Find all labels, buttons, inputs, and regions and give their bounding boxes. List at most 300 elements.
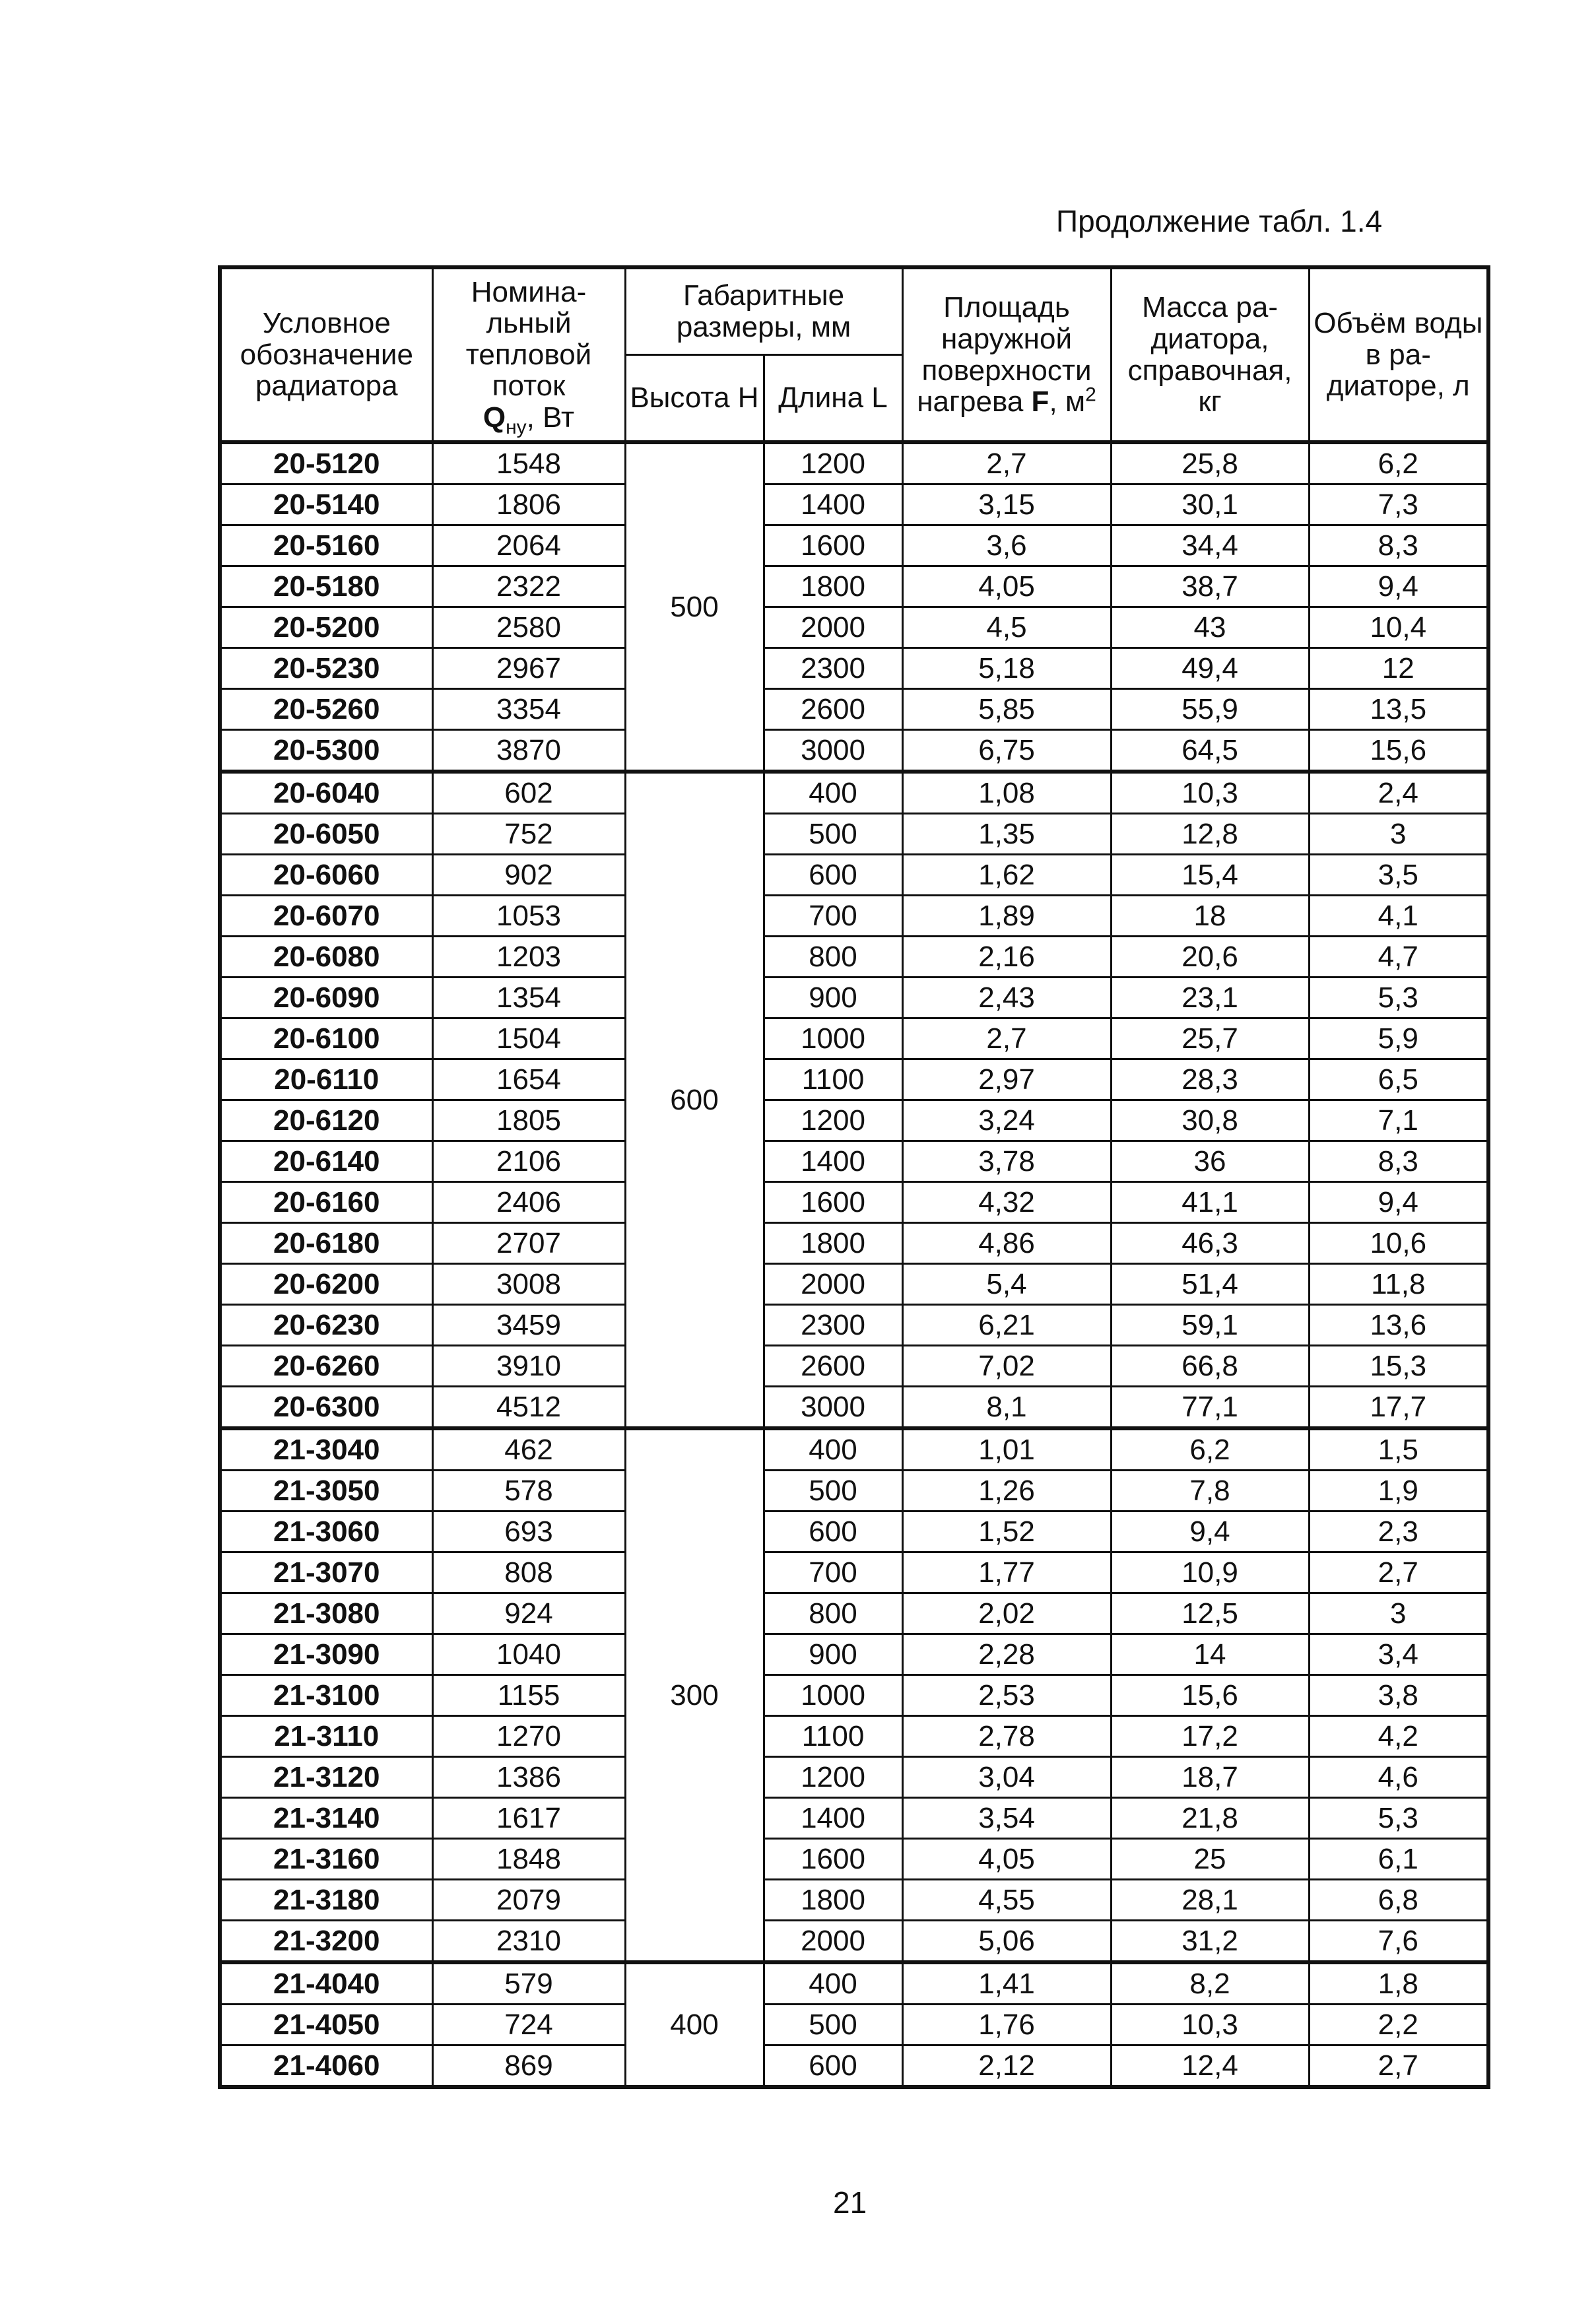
cell-length: 1600 xyxy=(764,525,902,566)
cell-nominal-flow: 1848 xyxy=(432,1839,625,1880)
cell-designation: 20-6300 xyxy=(220,1387,432,1429)
cell-nominal-flow: 578 xyxy=(432,1471,625,1511)
cell-nominal-flow: 602 xyxy=(432,772,625,814)
cell-area: 1,41 xyxy=(902,1962,1111,2005)
cell-designation: 21-3140 xyxy=(220,1798,432,1839)
cell-volume: 2,4 xyxy=(1309,772,1488,814)
cell-volume: 9,4 xyxy=(1309,566,1488,607)
cell-designation: 20-6260 xyxy=(220,1346,432,1387)
cell-nominal-flow: 2310 xyxy=(432,1921,625,1963)
table-row xyxy=(220,525,1488,566)
cell-volume: 6,8 xyxy=(1309,1880,1488,1921)
cell-mass: 25,7 xyxy=(1111,1018,1309,1059)
cell-designation: 21-3160 xyxy=(220,1839,432,1880)
cell-mass: 64,5 xyxy=(1111,730,1309,772)
table-row xyxy=(220,1839,1488,1880)
cell-mass: 10,3 xyxy=(1111,772,1309,814)
cell-volume: 5,3 xyxy=(1309,978,1488,1018)
cell-length: 500 xyxy=(764,814,902,855)
table-row xyxy=(220,1634,1488,1675)
cell-mass: 30,8 xyxy=(1111,1100,1309,1141)
cell-nominal-flow: 1053 xyxy=(432,896,625,937)
cell-designation: 20-6180 xyxy=(220,1223,432,1264)
cell-mass: 15,6 xyxy=(1111,1675,1309,1716)
cell-mass: 15,4 xyxy=(1111,855,1309,896)
cell-designation: 20-5200 xyxy=(220,607,432,648)
table-row xyxy=(220,1511,1488,1552)
cell-height: 300 xyxy=(625,1428,764,1962)
cell-volume: 3,4 xyxy=(1309,1634,1488,1675)
cell-length: 400 xyxy=(764,1962,902,2005)
table-row xyxy=(220,814,1488,855)
cell-area: 4,55 xyxy=(902,1880,1111,1921)
radiator-table xyxy=(218,265,1490,2089)
cell-nominal-flow: 4512 xyxy=(432,1387,625,1429)
cell-designation: 21-3090 xyxy=(220,1634,432,1675)
cell-nominal-flow: 462 xyxy=(432,1428,625,1471)
table-row xyxy=(220,607,1488,648)
cell-height: 500 xyxy=(625,442,764,772)
table-row xyxy=(220,1880,1488,1921)
cell-volume: 7,1 xyxy=(1309,1100,1488,1141)
cell-length: 1400 xyxy=(764,484,902,525)
cell-length: 500 xyxy=(764,1471,902,1511)
cell-mass: 34,4 xyxy=(1111,525,1309,566)
cell-length: 1600 xyxy=(764,1182,902,1223)
cell-designation: 21-3080 xyxy=(220,1593,432,1634)
cell-area: 2,7 xyxy=(902,442,1111,484)
cell-volume: 2,7 xyxy=(1309,1552,1488,1593)
cell-designation: 20-6100 xyxy=(220,1018,432,1059)
cell-designation: 21-3070 xyxy=(220,1552,432,1593)
cell-nominal-flow: 1155 xyxy=(432,1675,625,1716)
cell-area: 4,5 xyxy=(902,607,1111,648)
cell-nominal-flow: 1354 xyxy=(432,978,625,1018)
cell-volume: 10,4 xyxy=(1309,607,1488,648)
cell-mass: 30,1 xyxy=(1111,484,1309,525)
cell-mass: 12,5 xyxy=(1111,1593,1309,1634)
cell-volume: 4,1 xyxy=(1309,896,1488,937)
cell-designation: 20-6070 xyxy=(220,896,432,937)
cell-nominal-flow: 2064 xyxy=(432,525,625,566)
cell-area: 2,16 xyxy=(902,937,1111,978)
cell-length: 700 xyxy=(764,896,902,937)
cell-area: 2,97 xyxy=(902,1059,1111,1100)
cell-area: 3,15 xyxy=(902,484,1111,525)
cell-mass: 28,3 xyxy=(1111,1059,1309,1100)
cell-height: 400 xyxy=(625,1962,764,2087)
cell-designation: 21-4040 xyxy=(220,1962,432,2005)
cell-length: 800 xyxy=(764,937,902,978)
cell-length: 600 xyxy=(764,2045,902,2088)
cell-mass: 31,2 xyxy=(1111,1921,1309,1963)
cell-length: 3000 xyxy=(764,1387,902,1429)
cell-volume: 5,9 xyxy=(1309,1018,1488,1059)
cell-volume: 4,6 xyxy=(1309,1757,1488,1798)
table-row xyxy=(220,1552,1488,1593)
cell-designation: 21-3200 xyxy=(220,1921,432,1963)
cell-designation: 20-6160 xyxy=(220,1182,432,1223)
cell-nominal-flow: 902 xyxy=(432,855,625,896)
table-row xyxy=(220,896,1488,937)
cell-length: 1200 xyxy=(764,1100,902,1141)
cell-area: 4,86 xyxy=(902,1223,1111,1264)
cell-mass: 66,8 xyxy=(1111,1346,1309,1387)
cell-area: 1,52 xyxy=(902,1511,1111,1552)
cell-area: 3,24 xyxy=(902,1100,1111,1141)
cell-designation: 20-6040 xyxy=(220,772,432,814)
cell-volume: 12 xyxy=(1309,648,1488,689)
cell-volume: 2,7 xyxy=(1309,2045,1488,2088)
cell-area: 7,02 xyxy=(902,1346,1111,1387)
cell-designation: 21-4050 xyxy=(220,2005,432,2045)
cell-nominal-flow: 924 xyxy=(432,1593,625,1634)
header-dimensions: Габаритные размеры, мм xyxy=(625,267,902,355)
cell-nominal-flow: 1270 xyxy=(432,1716,625,1757)
cell-area: 1,35 xyxy=(902,814,1111,855)
cell-nominal-flow: 693 xyxy=(432,1511,625,1552)
cell-volume: 1,9 xyxy=(1309,1471,1488,1511)
table-row xyxy=(220,2005,1488,2045)
cell-nominal-flow: 2580 xyxy=(432,607,625,648)
cell-area: 2,7 xyxy=(902,1018,1111,1059)
cell-volume: 6,5 xyxy=(1309,1059,1488,1100)
cell-designation: 20-6120 xyxy=(220,1100,432,1141)
table-row xyxy=(220,566,1488,607)
cell-volume: 5,3 xyxy=(1309,1798,1488,1839)
cell-volume: 8,3 xyxy=(1309,525,1488,566)
cell-mass: 55,9 xyxy=(1111,689,1309,730)
cell-mass: 36 xyxy=(1111,1141,1309,1182)
table-row xyxy=(220,1059,1488,1100)
cell-designation: 20-5140 xyxy=(220,484,432,525)
cell-area: 1,89 xyxy=(902,896,1111,937)
cell-mass: 28,1 xyxy=(1111,1880,1309,1921)
cell-mass: 41,1 xyxy=(1111,1182,1309,1223)
cell-volume: 6,2 xyxy=(1309,442,1488,484)
table-row xyxy=(220,442,1488,484)
cell-designation: 20-5260 xyxy=(220,689,432,730)
header-area-symbol: F xyxy=(1031,385,1049,418)
cell-nominal-flow: 3354 xyxy=(432,689,625,730)
table-row xyxy=(220,1962,1488,2005)
table-row xyxy=(220,1675,1488,1716)
cell-length: 1600 xyxy=(764,1839,902,1880)
cell-mass: 7,8 xyxy=(1111,1471,1309,1511)
table-row xyxy=(220,1716,1488,1757)
cell-length: 2300 xyxy=(764,1305,902,1346)
cell-designation: 21-3050 xyxy=(220,1471,432,1511)
cell-length: 900 xyxy=(764,1634,902,1675)
cell-mass: 10,3 xyxy=(1111,2005,1309,2045)
cell-area: 1,77 xyxy=(902,1552,1111,1593)
cell-volume: 11,8 xyxy=(1309,1264,1488,1305)
cell-length: 1800 xyxy=(764,566,902,607)
header-height: Высота Н xyxy=(625,355,764,443)
cell-volume: 17,7 xyxy=(1309,1387,1488,1429)
cell-area: 4,32 xyxy=(902,1182,1111,1223)
cell-nominal-flow: 808 xyxy=(432,1552,625,1593)
cell-mass: 46,3 xyxy=(1111,1223,1309,1264)
cell-nominal-flow: 3008 xyxy=(432,1264,625,1305)
cell-volume: 2,2 xyxy=(1309,2005,1488,2045)
cell-volume: 3 xyxy=(1309,1593,1488,1634)
table-row xyxy=(220,1471,1488,1511)
header-nominal-flow-text: Номина-льный тепловой поток xyxy=(465,275,592,403)
cell-length: 2600 xyxy=(764,1346,902,1387)
cell-mass: 14 xyxy=(1111,1634,1309,1675)
cell-length: 2000 xyxy=(764,1264,902,1305)
table-row xyxy=(220,2045,1488,2088)
header-nominal-flow-subscript: ну xyxy=(506,416,527,438)
cell-area: 5,06 xyxy=(902,1921,1111,1963)
cell-nominal-flow: 2079 xyxy=(432,1880,625,1921)
cell-mass: 21,8 xyxy=(1111,1798,1309,1839)
cell-designation: 20-5300 xyxy=(220,730,432,772)
cell-nominal-flow: 2707 xyxy=(432,1223,625,1264)
header-mass: Масса ра-диатора, справочная, кг xyxy=(1111,267,1309,442)
cell-mass: 18,7 xyxy=(1111,1757,1309,1798)
cell-area: 8,1 xyxy=(902,1387,1111,1429)
cell-nominal-flow: 1386 xyxy=(432,1757,625,1798)
cell-length: 1400 xyxy=(764,1141,902,1182)
cell-volume: 7,6 xyxy=(1309,1921,1488,1963)
cell-nominal-flow: 724 xyxy=(432,2005,625,2045)
cell-mass: 51,4 xyxy=(1111,1264,1309,1305)
cell-mass: 77,1 xyxy=(1111,1387,1309,1429)
cell-volume: 3 xyxy=(1309,814,1488,855)
cell-mass: 25,8 xyxy=(1111,442,1309,484)
table-row xyxy=(220,689,1488,730)
table-row xyxy=(220,1757,1488,1798)
cell-mass: 9,4 xyxy=(1111,1511,1309,1552)
header-nominal-flow-unit: , Вт xyxy=(526,401,575,434)
table-row xyxy=(220,1100,1488,1141)
cell-volume: 6,1 xyxy=(1309,1839,1488,1880)
cell-length: 1000 xyxy=(764,1675,902,1716)
table-row xyxy=(220,772,1488,814)
table-row xyxy=(220,648,1488,689)
cell-length: 2000 xyxy=(764,607,902,648)
cell-nominal-flow: 579 xyxy=(432,1962,625,2005)
cell-volume: 2,3 xyxy=(1309,1511,1488,1552)
cell-length: 700 xyxy=(764,1552,902,1593)
cell-area: 3,6 xyxy=(902,525,1111,566)
cell-nominal-flow: 2967 xyxy=(432,648,625,689)
cell-area: 2,02 xyxy=(902,1593,1111,1634)
cell-volume: 1,5 xyxy=(1309,1428,1488,1471)
cell-mass: 8,2 xyxy=(1111,1962,1309,2005)
cell-area: 3,04 xyxy=(902,1757,1111,1798)
cell-length: 600 xyxy=(764,855,902,896)
cell-designation: 20-6050 xyxy=(220,814,432,855)
cell-designation: 21-3100 xyxy=(220,1675,432,1716)
cell-length: 600 xyxy=(764,1511,902,1552)
table-row xyxy=(220,1141,1488,1182)
table-row xyxy=(220,855,1488,896)
cell-area: 5,18 xyxy=(902,648,1111,689)
cell-area: 1,62 xyxy=(902,855,1111,896)
cell-area: 5,85 xyxy=(902,689,1111,730)
cell-nominal-flow: 1504 xyxy=(432,1018,625,1059)
table-row xyxy=(220,1264,1488,1305)
table-row xyxy=(220,484,1488,525)
table-row xyxy=(220,1387,1488,1429)
table-row xyxy=(220,1223,1488,1264)
cell-area: 6,75 xyxy=(902,730,1111,772)
cell-area: 1,76 xyxy=(902,2005,1111,2045)
cell-mass: 49,4 xyxy=(1111,648,1309,689)
cell-area: 2,53 xyxy=(902,1675,1111,1716)
table-row xyxy=(220,978,1488,1018)
header-nominal-flow xyxy=(432,267,625,442)
cell-volume: 9,4 xyxy=(1309,1182,1488,1223)
cell-area: 1,26 xyxy=(902,1471,1111,1511)
cell-area: 2,28 xyxy=(902,1634,1111,1675)
table-row xyxy=(220,1921,1488,1963)
cell-nominal-flow: 1040 xyxy=(432,1634,625,1675)
cell-length: 500 xyxy=(764,2005,902,2045)
cell-mass: 25 xyxy=(1111,1839,1309,1880)
header-length: Длина L xyxy=(764,355,902,443)
cell-designation: 21-3060 xyxy=(220,1511,432,1552)
cell-volume: 1,8 xyxy=(1309,1962,1488,2005)
cell-area: 4,05 xyxy=(902,1839,1111,1880)
cell-designation: 20-6230 xyxy=(220,1305,432,1346)
cell-nominal-flow: 3910 xyxy=(432,1346,625,1387)
header-volume: Объём воды в ра-диаторе, л xyxy=(1309,267,1488,442)
cell-nominal-flow: 1805 xyxy=(432,1100,625,1141)
header-designation: Условное обозначение радиатора xyxy=(220,267,432,442)
cell-area: 5,4 xyxy=(902,1264,1111,1305)
cell-nominal-flow: 1548 xyxy=(432,442,625,484)
cell-nominal-flow: 2106 xyxy=(432,1141,625,1182)
cell-length: 1100 xyxy=(764,1716,902,1757)
cell-designation: 20-6140 xyxy=(220,1141,432,1182)
cell-mass: 23,1 xyxy=(1111,978,1309,1018)
table-row xyxy=(220,1018,1488,1059)
cell-mass: 6,2 xyxy=(1111,1428,1309,1471)
cell-volume: 15,3 xyxy=(1309,1346,1488,1387)
header-area-text: Площадь наружной поверхности нагрева xyxy=(917,291,1092,418)
cell-length: 400 xyxy=(764,772,902,814)
cell-area: 6,21 xyxy=(902,1305,1111,1346)
cell-mass: 12,4 xyxy=(1111,2045,1309,2088)
header-area-unit: , м xyxy=(1049,385,1086,418)
cell-designation: 20-5230 xyxy=(220,648,432,689)
page-number: 21 xyxy=(833,2185,867,2220)
cell-mass: 17,2 xyxy=(1111,1716,1309,1757)
cell-volume: 15,6 xyxy=(1309,730,1488,772)
cell-length: 2600 xyxy=(764,689,902,730)
cell-area: 4,05 xyxy=(902,566,1111,607)
cell-designation: 20-5120 xyxy=(220,442,432,484)
cell-area: 2,78 xyxy=(902,1716,1111,1757)
cell-designation: 20-6200 xyxy=(220,1264,432,1305)
cell-length: 1200 xyxy=(764,442,902,484)
table-row xyxy=(220,730,1488,772)
cell-nominal-flow: 869 xyxy=(432,2045,625,2088)
cell-designation: 20-6080 xyxy=(220,937,432,978)
table-row xyxy=(220,937,1488,978)
cell-length: 1200 xyxy=(764,1757,902,1798)
cell-length: 1400 xyxy=(764,1798,902,1839)
cell-volume: 13,5 xyxy=(1309,689,1488,730)
cell-nominal-flow: 1654 xyxy=(432,1059,625,1100)
cell-length: 1100 xyxy=(764,1059,902,1100)
cell-area: 2,12 xyxy=(902,2045,1111,2088)
cell-mass: 43 xyxy=(1111,607,1309,648)
cell-mass: 10,9 xyxy=(1111,1552,1309,1593)
header-area-unit-power: 2 xyxy=(1085,383,1096,406)
cell-area: 3,78 xyxy=(902,1141,1111,1182)
table-row xyxy=(220,1305,1488,1346)
cell-designation: 20-5160 xyxy=(220,525,432,566)
cell-area: 1,01 xyxy=(902,1428,1111,1471)
cell-mass: 38,7 xyxy=(1111,566,1309,607)
cell-length: 2000 xyxy=(764,1921,902,1963)
table-row xyxy=(220,1798,1488,1839)
cell-length: 1000 xyxy=(764,1018,902,1059)
cell-length: 800 xyxy=(764,1593,902,1634)
cell-length: 1800 xyxy=(764,1880,902,1921)
cell-volume: 13,6 xyxy=(1309,1305,1488,1346)
table-caption: Продолжение табл. 1.4 xyxy=(1056,204,1383,238)
cell-area: 2,43 xyxy=(902,978,1111,1018)
cell-mass: 12,8 xyxy=(1111,814,1309,855)
cell-area: 1,08 xyxy=(902,772,1111,814)
cell-designation: 20-6060 xyxy=(220,855,432,896)
cell-nominal-flow: 3459 xyxy=(432,1305,625,1346)
cell-area: 3,54 xyxy=(902,1798,1111,1839)
cell-volume: 4,2 xyxy=(1309,1716,1488,1757)
cell-nominal-flow: 1806 xyxy=(432,484,625,525)
cell-length: 900 xyxy=(764,978,902,1018)
cell-nominal-flow: 2322 xyxy=(432,566,625,607)
cell-length: 3000 xyxy=(764,730,902,772)
cell-volume: 10,6 xyxy=(1309,1223,1488,1264)
cell-designation: 20-6110 xyxy=(220,1059,432,1100)
cell-length: 2300 xyxy=(764,648,902,689)
cell-mass: 59,1 xyxy=(1111,1305,1309,1346)
cell-nominal-flow: 1617 xyxy=(432,1798,625,1839)
cell-designation: 20-5180 xyxy=(220,566,432,607)
cell-mass: 20,6 xyxy=(1111,937,1309,978)
cell-volume: 8,3 xyxy=(1309,1141,1488,1182)
table-row xyxy=(220,1346,1488,1387)
table-body xyxy=(220,442,1488,2087)
cell-length: 1800 xyxy=(764,1223,902,1264)
cell-nominal-flow: 752 xyxy=(432,814,625,855)
header-nominal-flow-symbol: Q xyxy=(482,401,506,434)
cell-height: 600 xyxy=(625,772,764,1428)
header-area xyxy=(902,267,1111,442)
cell-volume: 4,7 xyxy=(1309,937,1488,978)
table-row xyxy=(220,1182,1488,1223)
cell-nominal-flow: 1203 xyxy=(432,937,625,978)
cell-volume: 7,3 xyxy=(1309,484,1488,525)
cell-nominal-flow: 2406 xyxy=(432,1182,625,1223)
cell-volume: 3,8 xyxy=(1309,1675,1488,1716)
cell-designation: 21-3110 xyxy=(220,1716,432,1757)
cell-designation: 21-3180 xyxy=(220,1880,432,1921)
cell-designation: 21-4060 xyxy=(220,2045,432,2088)
cell-length: 400 xyxy=(764,1428,902,1471)
cell-mass: 18 xyxy=(1111,896,1309,937)
table-row xyxy=(220,1593,1488,1634)
cell-designation: 20-6090 xyxy=(220,978,432,1018)
cell-designation: 21-3120 xyxy=(220,1757,432,1798)
